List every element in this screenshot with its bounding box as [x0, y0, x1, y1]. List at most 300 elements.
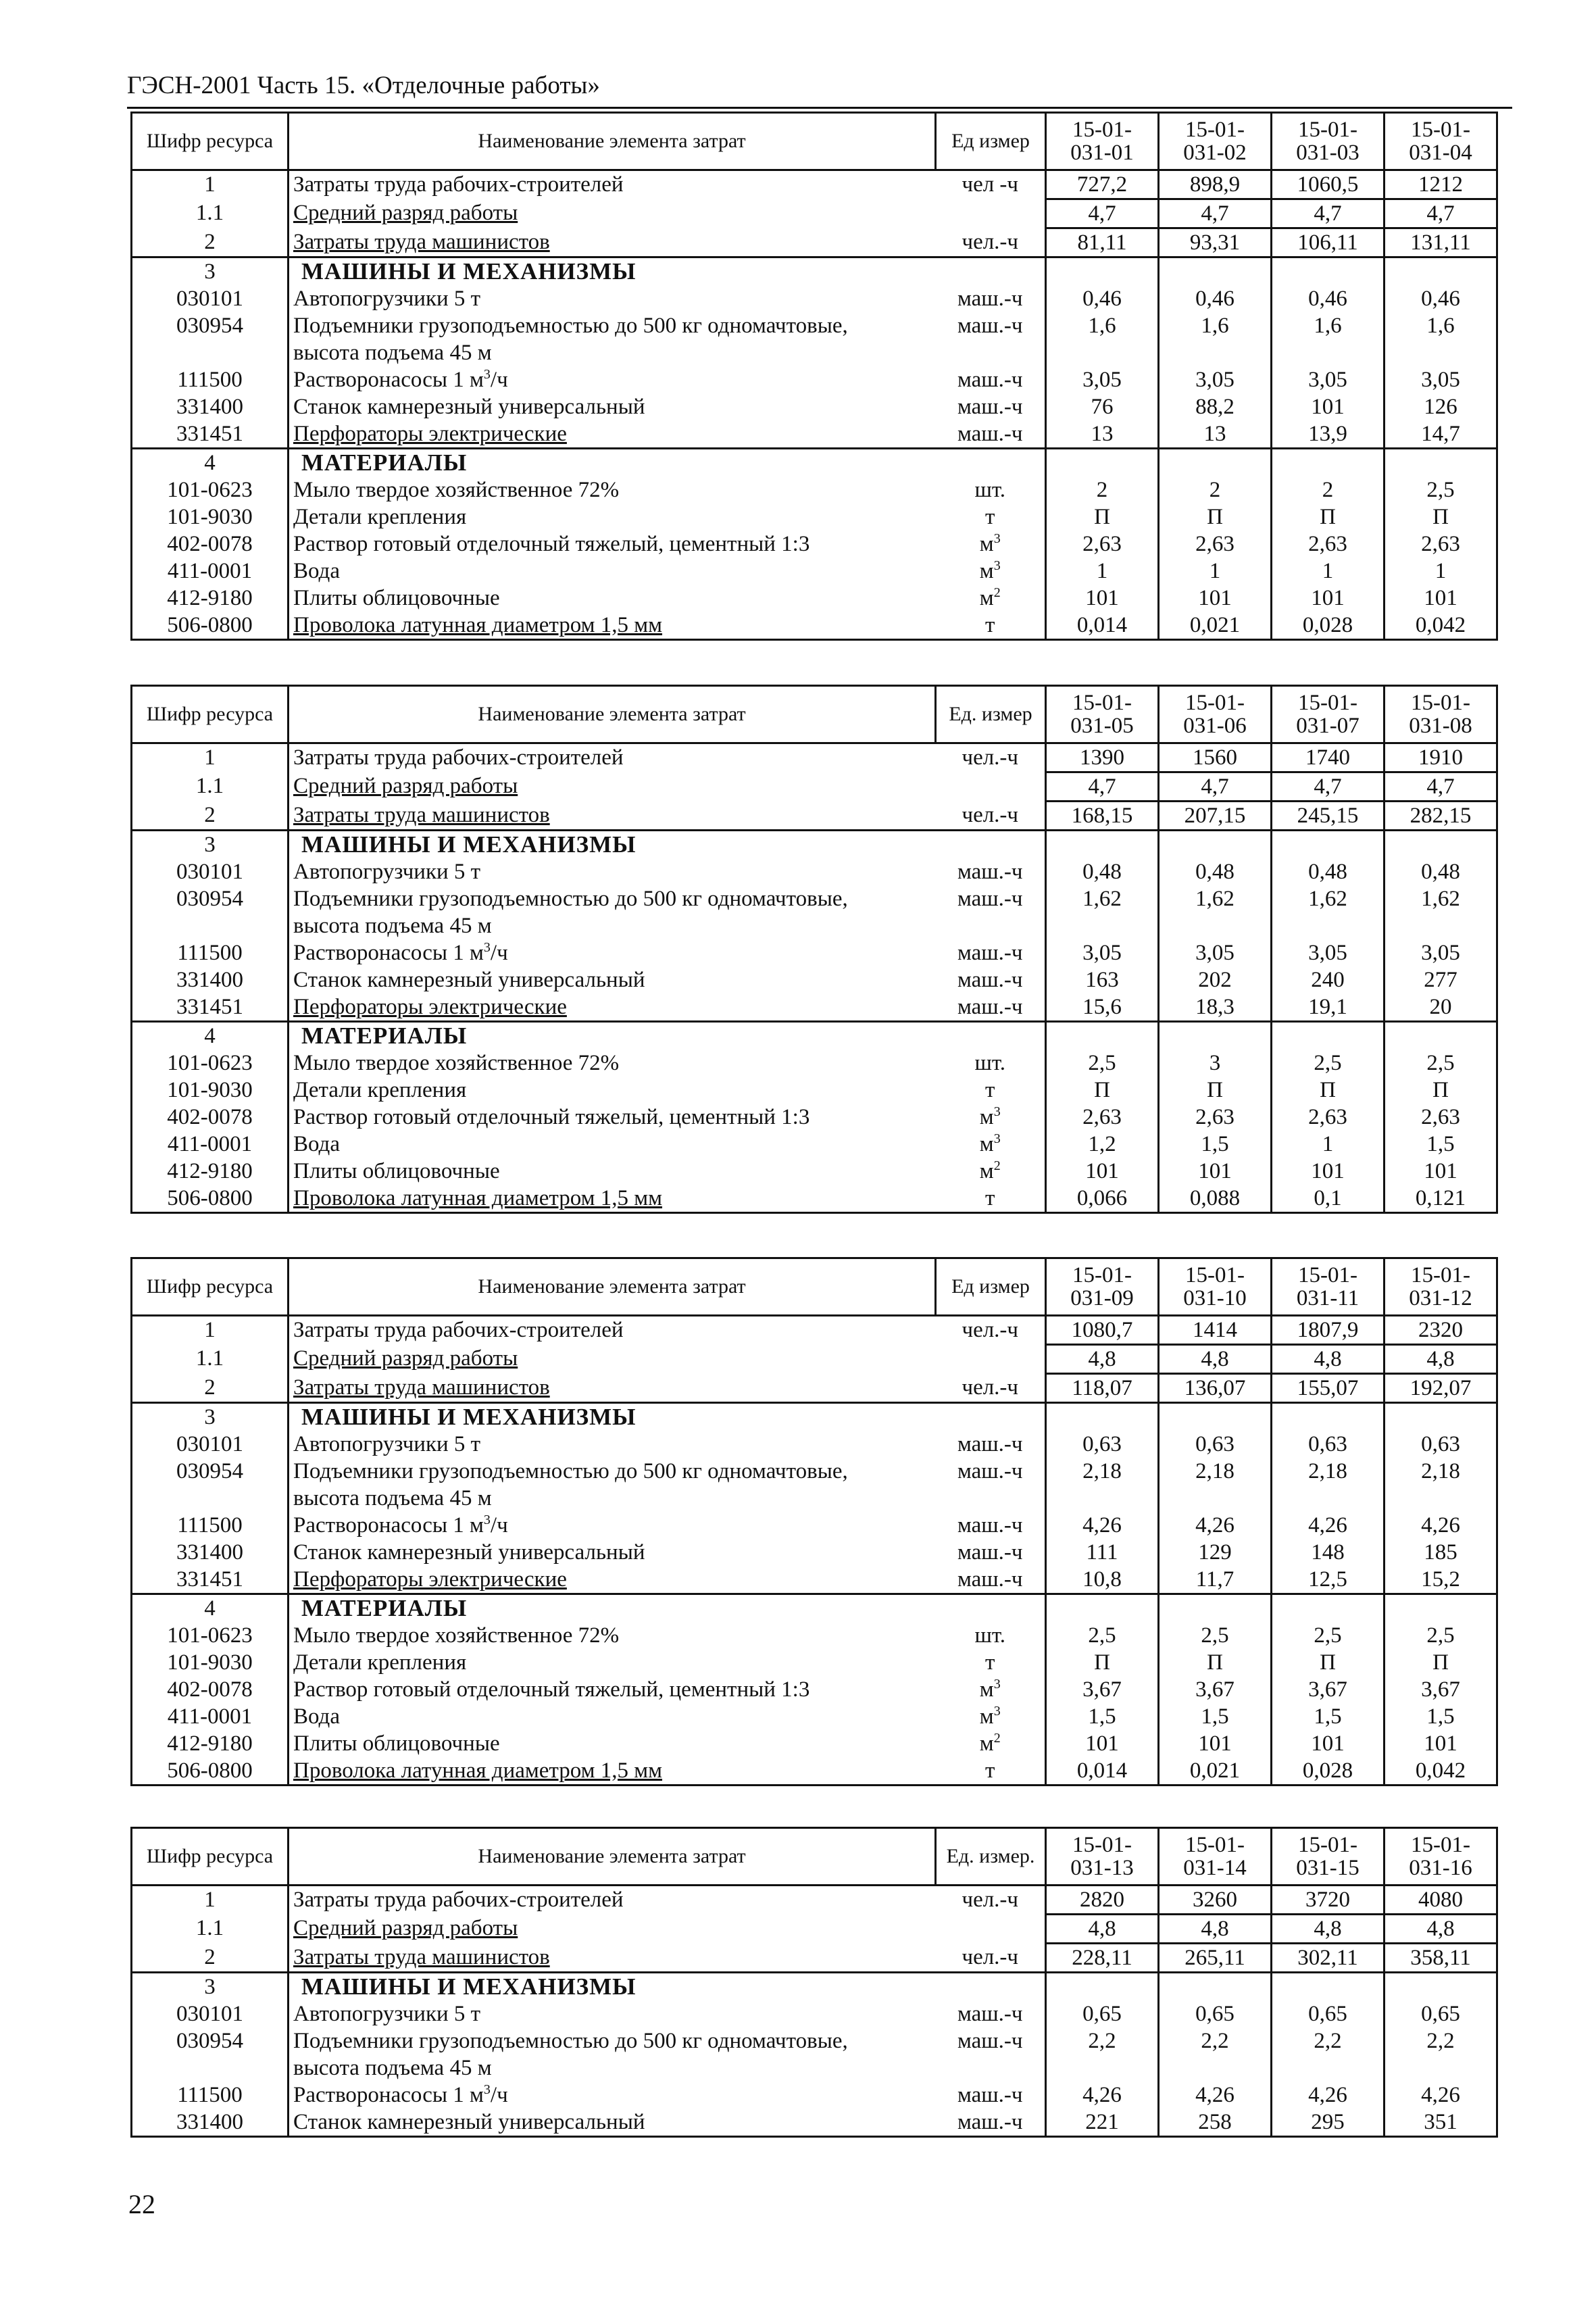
resource-name: Проволока латунная диаметром 1,5 мм: [289, 1757, 936, 1786]
resource-code: 331400: [132, 2109, 289, 2137]
resource-unit: чел -ч: [962, 172, 1019, 197]
resource-name: Проволока латунная диаметром 1,5 мм: [289, 1185, 936, 1213]
norm-value: [1159, 1403, 1272, 1431]
norm-value: [1272, 257, 1385, 286]
norm-value: 0,46: [1272, 285, 1385, 312]
resource-code: 4: [132, 1594, 289, 1623]
resource-code: 3: [132, 257, 289, 286]
norm-value: 0,042: [1385, 612, 1497, 640]
resource-unit: [936, 772, 1046, 802]
norm-value: 0,63: [1046, 1431, 1159, 1458]
norm-value: 192,07: [1385, 1374, 1497, 1403]
resource-name: Автопогрузчики 5 т: [293, 287, 481, 311]
resource-table-2: [130, 685, 1498, 1214]
column-header-norm-code: 15-01- 031-15: [1272, 1828, 1385, 1886]
header-title: ГЭСН-2001 Часть 15. «Отделочные работы»: [127, 72, 600, 99]
norm-value: 2,5: [1385, 1622, 1497, 1649]
resource-name: Подъемники грузоподъемностью до 500 кг одномачтовые, высота подъема 45 м: [293, 2029, 848, 2080]
norm-value: [1385, 449, 1497, 477]
resource-unit: т: [936, 1185, 1046, 1213]
column-header-unit: Ед измер: [936, 113, 1046, 170]
section-row: [132, 257, 1497, 286]
norm-value: 0,65: [1272, 2000, 1385, 2027]
norm-value: 3,05: [1159, 366, 1272, 393]
norm-value: 4,8: [1159, 1345, 1272, 1374]
section-row: [132, 831, 1497, 859]
norm-value: [1272, 1594, 1385, 1623]
resource-unit: маш.-ч: [957, 1513, 1023, 1537]
resource-unit: шт.: [974, 1051, 1006, 1075]
resource-unit: чел.-ч: [962, 1944, 1019, 1969]
resource-unit: $м^3$: [979, 558, 1001, 583]
norm-value: 2,63: [1046, 531, 1159, 558]
norm-value: 101: [1272, 585, 1385, 612]
resource-code: 4: [132, 449, 289, 477]
resource-name: Вода: [293, 559, 340, 583]
resource-code: 1: [132, 743, 289, 772]
norm-value: 126: [1385, 393, 1497, 420]
norm-value: 101: [1046, 1730, 1159, 1757]
resource-unit: [936, 1345, 1046, 1374]
norm-value: 106,11: [1272, 228, 1385, 257]
norm-value: 0,021: [1159, 612, 1272, 640]
column-header-norm-code: 15-01- 031-13: [1046, 1828, 1159, 1886]
norm-value: 3,05: [1385, 939, 1497, 966]
norm-value: 282,15: [1385, 802, 1497, 831]
norm-value: [1159, 1973, 1272, 2001]
table-row: [132, 228, 1497, 257]
resource-code: 412-9180: [132, 1730, 289, 1757]
norm-value: 4,7: [1046, 199, 1159, 228]
resource-name: Затраты труда машинистов: [293, 1944, 550, 1969]
norm-value: 1,5: [1159, 1703, 1272, 1730]
section-row: [132, 1022, 1497, 1050]
resource-table-1: [130, 112, 1498, 641]
norm-value: 155,07: [1272, 1374, 1385, 1403]
norm-value: 0,014: [1046, 1757, 1159, 1786]
norm-value: 0,63: [1159, 1431, 1272, 1458]
norm-value: [1046, 1022, 1159, 1050]
norm-value: [1046, 831, 1159, 859]
column-header-name: Наименование элемента затрат: [289, 1828, 936, 1886]
norm-value: 4,26: [1272, 2082, 1385, 2109]
resource-unit: чел.-ч: [962, 1375, 1019, 1400]
norm-value: П: [1159, 1077, 1272, 1104]
resource-name: Средний разряд работы: [293, 200, 518, 225]
norm-value: [1159, 831, 1272, 859]
resource-name: МАТЕРИАЛЫ: [289, 449, 936, 477]
resource-name: МАТЕРИАЛЫ: [289, 1022, 936, 1050]
norm-value: 2: [1159, 476, 1272, 503]
table-row: [132, 285, 1497, 312]
column-header-norm-code: 15-01- 031-06: [1159, 686, 1272, 743]
norm-value: 136,07: [1159, 1374, 1272, 1403]
norm-value: 277: [1385, 966, 1497, 993]
norm-value: 101: [1272, 1730, 1385, 1757]
resource-code: 2: [132, 1374, 289, 1403]
norm-value: 1212: [1385, 170, 1497, 199]
resource-code: 2: [132, 802, 289, 831]
section-row: [132, 1973, 1497, 2001]
resource-code: 111500: [132, 366, 289, 393]
norm-value: 228,11: [1046, 1944, 1159, 1973]
table-row: [132, 1915, 1497, 1944]
resource-code: 1.1: [132, 1345, 289, 1374]
norm-value: 245,15: [1272, 802, 1385, 831]
resource-code: 1.1: [132, 772, 289, 802]
resource-unit: маш.-ч: [957, 968, 1023, 992]
norm-value: 3: [1159, 1050, 1272, 1077]
column-header-norm-code: 15-01- 031-10: [1159, 1258, 1272, 1316]
resource-code: 030101: [132, 285, 289, 312]
resource-name: Мыло твердое хозяйственное 72%: [293, 1623, 620, 1648]
table-row: [132, 1077, 1497, 1104]
resource-name: Вода: [293, 1132, 340, 1156]
resource-code: 411-0001: [132, 1131, 289, 1158]
table-row: [132, 802, 1497, 831]
norm-value: 727,2: [1046, 170, 1159, 199]
norm-value: 1,6: [1272, 312, 1385, 366]
table-row: [132, 1050, 1497, 1077]
norm-value: 15,2: [1385, 1566, 1497, 1594]
resource-unit: чел.-ч: [962, 802, 1019, 827]
resource-code: 506-0800: [132, 612, 289, 640]
table-row: [132, 1944, 1497, 1973]
norm-value: 2,2: [1385, 2027, 1497, 2082]
norm-value: 4,7: [1272, 772, 1385, 802]
resource-unit: [936, 1915, 1046, 1944]
table-row: [132, 366, 1497, 393]
norm-value: 168,15: [1046, 802, 1159, 831]
norm-value: 1: [1046, 558, 1159, 585]
norm-value: 1: [1272, 558, 1385, 585]
norm-value: 0,48: [1385, 858, 1497, 885]
page-header: [127, 69, 1512, 109]
norm-value: [1385, 1022, 1497, 1050]
resource-name: Станок камнерезный универсальный: [293, 395, 645, 419]
norm-value: 11,7: [1159, 1566, 1272, 1594]
resource-name: Растворонасосы 1 $м^3/ч$: [293, 2082, 508, 2107]
norm-value: [1385, 1594, 1497, 1623]
table-row: [132, 1886, 1497, 1915]
norm-value: 258: [1159, 2109, 1272, 2137]
norm-value: 19,1: [1272, 993, 1385, 1022]
norm-value: 129: [1159, 1539, 1272, 1566]
norm-value: 4,26: [1272, 1512, 1385, 1539]
resource-code: 030954: [132, 312, 289, 366]
norm-value: П: [1272, 1077, 1385, 1104]
norm-value: 3260: [1159, 1886, 1272, 1915]
norm-value: 3,05: [1159, 939, 1272, 966]
norm-value: 0,028: [1272, 1757, 1385, 1786]
norm-value: П: [1272, 503, 1385, 531]
resource-unit: маш.-ч: [957, 2083, 1023, 2107]
header-row: [132, 686, 1497, 743]
norm-value: 0,48: [1272, 858, 1385, 885]
resource-code: 2: [132, 228, 289, 257]
norm-value: 101: [1272, 393, 1385, 420]
norm-value: 2: [1272, 476, 1385, 503]
norm-value: 101: [1046, 585, 1159, 612]
resource-name: Средний разряд работы: [293, 1915, 518, 1940]
column-header-unit: Ед измер: [936, 1258, 1046, 1316]
table-row: [132, 1539, 1497, 1566]
norm-value: 240: [1272, 966, 1385, 993]
resource-code: 402-0078: [132, 1104, 289, 1131]
resource-unit: маш.-ч: [957, 1432, 1023, 1456]
resource-unit: [936, 449, 1046, 477]
norm-value: 2,63: [1159, 531, 1272, 558]
norm-value: 1,6: [1385, 312, 1497, 366]
norm-value: 3,67: [1046, 1676, 1159, 1703]
norm-value: 2820: [1046, 1886, 1159, 1915]
norm-value: 1: [1385, 558, 1497, 585]
norm-value: 2,63: [1272, 531, 1385, 558]
table-row: [132, 1730, 1497, 1757]
table-row: [132, 1676, 1497, 1703]
resource-unit: маш.-ч: [957, 941, 1023, 965]
norm-value: П: [1159, 1649, 1272, 1676]
column-header-norm-code: 15-01- 031-05: [1046, 686, 1159, 743]
resource-name: Затраты труда рабочих-строителей: [293, 745, 624, 770]
norm-value: 4,26: [1385, 2082, 1497, 2109]
resource-unit: чел.-ч: [962, 1318, 1019, 1342]
column-header-name: Наименование элемента затрат: [289, 1258, 936, 1316]
norm-value: 0,63: [1385, 1431, 1497, 1458]
resource-unit: $м^3$: [979, 1131, 1001, 1156]
resource-name: МАШИНЫ И МЕХАНИЗМЫ: [289, 257, 936, 286]
table-row: [132, 420, 1497, 449]
norm-value: 93,31: [1159, 228, 1272, 257]
resource-code: 331400: [132, 1539, 289, 1566]
norm-value: 0,042: [1385, 1757, 1497, 1786]
table-row: [132, 558, 1497, 585]
norm-value: 3,67: [1159, 1676, 1272, 1703]
column-header-norm-code: 15-01- 031-01: [1046, 113, 1159, 170]
resource-code: 1: [132, 1886, 289, 1915]
resource-unit: т: [985, 1078, 995, 1102]
norm-value: 2,63: [1046, 1104, 1159, 1131]
section-row: [132, 1594, 1497, 1623]
norm-value: П: [1046, 1077, 1159, 1104]
norm-value: 101: [1046, 1158, 1159, 1185]
norm-value: 2,2: [1046, 2027, 1159, 2082]
resource-name: Станок камнерезный универсальный: [289, 2109, 936, 2137]
norm-value: 0,121: [1385, 1185, 1497, 1213]
header-row: [132, 1828, 1497, 1886]
norm-value: [1046, 1973, 1159, 2001]
norm-value: 1,5: [1046, 1703, 1159, 1730]
column-header-unit: Ед. измер.: [936, 1828, 1046, 1886]
norm-value: 4,7: [1272, 199, 1385, 228]
resource-unit: маш.-ч: [957, 287, 1023, 311]
column-header-code: Шифр ресурса: [132, 113, 289, 170]
norm-value: 14,7: [1385, 420, 1497, 449]
column-header-norm-code: 15-01- 031-02: [1159, 113, 1272, 170]
resource-code: 030954: [132, 885, 289, 939]
resource-name: Растворонасосы 1 $м^3/ч$: [293, 940, 508, 965]
norm-value: 101: [1159, 1730, 1272, 1757]
resource-code: 111500: [132, 939, 289, 966]
table-row: [132, 743, 1497, 772]
resource-code: 2: [132, 1944, 289, 1973]
table-row: [132, 1431, 1497, 1458]
norm-value: 20: [1385, 993, 1497, 1022]
norm-value: 13,9: [1272, 420, 1385, 449]
table-row: [132, 2082, 1497, 2109]
resource-code: 4: [132, 1022, 289, 1050]
resource-code: 3: [132, 831, 289, 859]
resource-name: Затраты труда рабочих-строителей: [293, 172, 624, 197]
table-row: [132, 531, 1497, 558]
resource-name: МАШИНЫ И МЕХАНИЗМЫ: [289, 1403, 936, 1431]
resource-code: 111500: [132, 1512, 289, 1539]
resource-unit: $м^3$: [979, 1104, 1001, 1129]
column-header-norm-code: 15-01- 031-14: [1159, 1828, 1272, 1886]
norm-value: 898,9: [1159, 170, 1272, 199]
norm-value: 1,5: [1159, 1131, 1272, 1158]
norm-value: 1414: [1159, 1316, 1272, 1345]
norm-value: 111: [1046, 1539, 1159, 1566]
norm-value: 2,18: [1046, 1458, 1159, 1512]
resource-name: МАТЕРИАЛЫ: [289, 1594, 936, 1623]
norm-value: 2,5: [1272, 1622, 1385, 1649]
resource-code: 111500: [132, 2082, 289, 2109]
norm-value: П: [1385, 503, 1497, 531]
table-row: [132, 1458, 1497, 1512]
resource-unit: маш.-ч: [957, 2029, 1023, 2053]
norm-value: 4,7: [1046, 772, 1159, 802]
table-row: [132, 2027, 1497, 2082]
resource-code: 506-0800: [132, 1757, 289, 1786]
column-header-norm-code: 15-01- 031-12: [1385, 1258, 1497, 1316]
resource-code: 101-9030: [132, 503, 289, 531]
norm-value: 163: [1046, 966, 1159, 993]
norm-value: 0,65: [1159, 2000, 1272, 2027]
resource-table-4: [130, 1827, 1498, 2138]
norm-value: 3720: [1272, 1886, 1385, 1915]
resource-unit: маш.-ч: [957, 1459, 1023, 1483]
norm-value: 0,65: [1385, 2000, 1497, 2027]
norm-value: 4,26: [1159, 2082, 1272, 2109]
resource-unit: [936, 831, 1046, 859]
resource-name: Средний разряд работы: [293, 1346, 518, 1371]
norm-value: 4,7: [1385, 772, 1497, 802]
header-row: [132, 113, 1497, 170]
norm-value: 1,62: [1159, 885, 1272, 939]
resource-code: 030101: [132, 2000, 289, 2027]
column-header-norm-code: 15-01- 031-08: [1385, 686, 1497, 743]
resource-unit: $м^2$: [979, 585, 1001, 610]
norm-value: [1385, 1973, 1497, 2001]
table-row: [132, 312, 1497, 366]
resource-unit: [936, 1594, 1046, 1623]
resource-code: 412-9180: [132, 585, 289, 612]
norm-value: 2,63: [1159, 1104, 1272, 1131]
resource-name: Плиты облицовочные: [293, 586, 500, 610]
resource-name: Проволока латунная диаметром 1,5 мм: [289, 612, 936, 640]
norm-value: П: [1159, 503, 1272, 531]
resource-code: 412-9180: [132, 1158, 289, 1185]
table-row: [132, 2000, 1497, 2027]
norm-value: 1,2: [1046, 1131, 1159, 1158]
norm-value: 76: [1046, 393, 1159, 420]
table-row: [132, 1622, 1497, 1649]
table-row: [132, 1757, 1497, 1786]
norm-value: 4,7: [1385, 199, 1497, 228]
norm-value: 1910: [1385, 743, 1497, 772]
resource-code: 1.1: [132, 1915, 289, 1944]
resource-unit: маш.-ч: [936, 2109, 1046, 2137]
norm-value: 2,5: [1046, 1050, 1159, 1077]
resource-name: Растворонасосы 1 $м^3/ч$: [293, 367, 508, 392]
norm-value: 2,18: [1272, 1458, 1385, 1512]
column-header-norm-code: 15-01- 031-04: [1385, 113, 1497, 170]
norm-value: 185: [1385, 1539, 1497, 1566]
norm-value: 202: [1159, 966, 1272, 993]
norm-value: 15,6: [1046, 993, 1159, 1022]
resource-code: 331451: [132, 1566, 289, 1594]
norm-value: 1,6: [1159, 312, 1272, 366]
resource-code: 1: [132, 170, 289, 199]
resource-code: 331400: [132, 393, 289, 420]
section-row: [132, 1403, 1497, 1431]
norm-value: 4,8: [1046, 1345, 1159, 1374]
norm-value: 88,2: [1159, 393, 1272, 420]
resource-code: 030954: [132, 1458, 289, 1512]
resource-unit: $м^3$: [979, 531, 1001, 556]
resource-name: Раствор готовый отделочный тяжелый, цементный 1:3: [293, 532, 810, 556]
norm-value: 3,05: [1272, 366, 1385, 393]
section-row: [132, 449, 1497, 477]
resource-unit: чел.-ч: [962, 1888, 1019, 1912]
norm-value: [1385, 831, 1497, 859]
norm-value: 3,05: [1046, 939, 1159, 966]
resource-name: Вода: [293, 1704, 340, 1729]
resource-unit: маш.-ч: [957, 1567, 1023, 1592]
norm-value: 81,11: [1046, 228, 1159, 257]
norm-value: [1272, 1022, 1385, 1050]
norm-value: 221: [1046, 2109, 1159, 2137]
column-header-norm-code: 15-01- 031-07: [1272, 686, 1385, 743]
norm-value: 1: [1159, 558, 1272, 585]
table-row: [132, 1131, 1497, 1158]
norm-value: П: [1385, 1649, 1497, 1676]
norm-value: 2,2: [1272, 2027, 1385, 2082]
table-row: [132, 612, 1497, 640]
norm-value: 12,5: [1272, 1566, 1385, 1594]
table-row: [132, 939, 1497, 966]
norm-value: 4,8: [1385, 1345, 1497, 1374]
norm-value: [1385, 257, 1497, 286]
norm-value: 2,5: [1385, 1050, 1497, 1077]
norm-value: 2320: [1385, 1316, 1497, 1345]
norm-value: 1740: [1272, 743, 1385, 772]
norm-value: 2,5: [1272, 1050, 1385, 1077]
norm-value: 4,8: [1272, 1345, 1385, 1374]
column-header-unit: Ед. измер: [936, 686, 1046, 743]
table-row: [132, 966, 1497, 993]
norm-value: 3,05: [1272, 939, 1385, 966]
column-header-norm-code: 15-01- 031-03: [1272, 113, 1385, 170]
norm-value: 118,07: [1046, 1374, 1159, 1403]
resource-code: 411-0001: [132, 558, 289, 585]
resource-code: 506-0800: [132, 1185, 289, 1213]
norm-value: 4,26: [1159, 1512, 1272, 1539]
resource-unit: чел.-ч: [962, 229, 1019, 254]
norm-value: 2,63: [1272, 1104, 1385, 1131]
resource-name: Раствор готовый отделочный тяжелый, цементный 1:3: [293, 1677, 810, 1702]
